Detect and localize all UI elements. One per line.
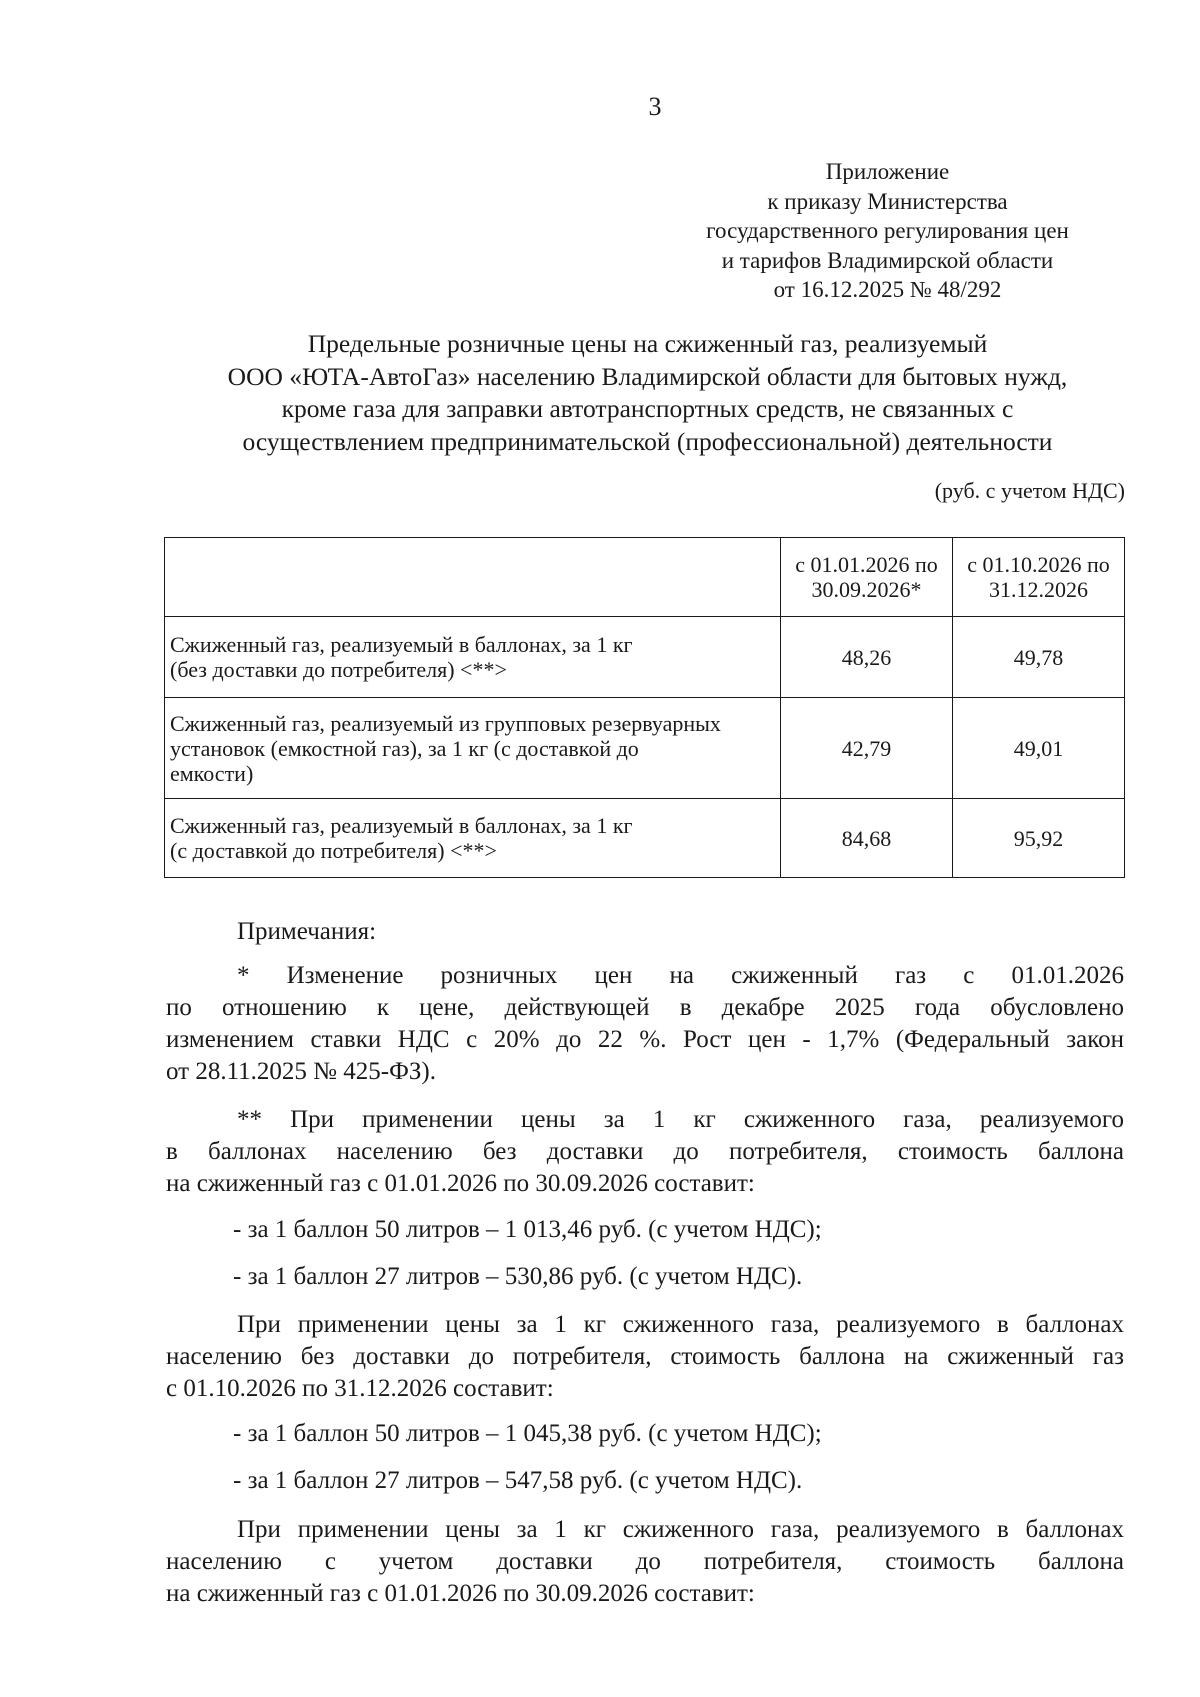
- product-name-line: (без доставки до потребителя) <**>: [170, 657, 507, 682]
- price-cell: 95,92: [953, 799, 1125, 878]
- appendix-line: к приказу Министерства: [767, 188, 1008, 214]
- note-line: При применении цены за 1 кг сжиженного газа, реализуемого в баллонах: [237, 1516, 1124, 1543]
- page-number: 3: [648, 92, 662, 121]
- note-line: ** При применении цены за 1 кг сжиженного газа, реализуемого: [237, 1106, 1124, 1133]
- price-cell: 49,01: [953, 698, 1125, 799]
- note-line: на сжиженный газ с 01.01.2026 по 30.09.2026 составит:: [166, 1580, 755, 1607]
- product-name-line: емкости): [170, 760, 254, 786]
- product-name-line: установок (емкостной газ), за 1 кг (с доставкой до: [170, 735, 639, 761]
- title-line: ООО «ЮТА-АвтоГаз» населению Владимирской области для бытовых нужд,: [227, 361, 1068, 391]
- price-cell: 84,68: [781, 799, 953, 878]
- note-line: населению без доставки до потребителя, стоимость баллона на сжиженный газ: [166, 1343, 1124, 1370]
- product-name-line: Сжиженный газ, реализуемый в баллонах, за 1 кг: [170, 632, 633, 657]
- cylinder-price-item: - за 1 баллон 50 литров – 1 013,46 руб. (с учетом НДС);: [233, 1216, 822, 1243]
- header-text: с 01.01.2026 по: [795, 552, 938, 577]
- appendix-line: государственного регулирования цен: [706, 218, 1069, 243]
- header-text: с 01.10.2026 по: [967, 552, 1110, 577]
- note-line: с 01.10.2026 по 31.12.2026 составит:: [166, 1375, 554, 1402]
- note-3: [166, 1309, 1124, 1405]
- title-line: Предельные розничные цены на сжиженный газ, реализуемый: [307, 329, 988, 358]
- product-name-cell: [165, 698, 781, 799]
- note-line: изменением ставки НДС с 20% до 22 %. Рост цен - 1,7% (Федеральный закон: [166, 1026, 1124, 1053]
- note-line: в баллонах населению без доставки до потребителя, стоимость баллона: [166, 1138, 1124, 1165]
- unit-note: (руб. с учетом НДС): [934, 478, 1125, 503]
- product-name-line: (с доставкой до потребителя) <**>: [170, 838, 497, 863]
- product-name-line: Сжиженный газ, реализуемый из групповых резервуарных: [170, 710, 721, 736]
- header-text: 31.12.2026: [989, 577, 1088, 602]
- note-line: * Изменение розничных цен на сжиженный газ с 01.01.2026: [237, 962, 1124, 989]
- header-cell-period-2: [953, 538, 1125, 617]
- note-line: на сжиженный газ с 01.01.2026 по 30.09.2026 составит:: [166, 1170, 755, 1197]
- title-line: кроме газа для заправки автотранспортных средств, не связанных с: [281, 394, 1014, 423]
- note-line: населению с учетом доставки до потребителя, стоимость баллона: [166, 1548, 1124, 1575]
- appendix-line: от 16.12.2025 № 48/292: [773, 277, 1002, 302]
- note-line: от 28.11.2025 № 425-ФЗ).: [166, 1058, 436, 1085]
- note-1: [166, 960, 1124, 1088]
- note-line: При применении цены за 1 кг сжиженного газа, реализуемого в баллонах: [237, 1311, 1124, 1338]
- notes-heading: Примечания:: [237, 918, 377, 945]
- price-cell: 42,79: [781, 698, 953, 799]
- appendix-line: и тарифов Владимирской области: [721, 247, 1054, 273]
- document-title: [170, 328, 1125, 458]
- note-2: [166, 1104, 1124, 1200]
- header-cell-period-1: [781, 538, 953, 617]
- product-name-cell: [165, 799, 781, 878]
- title-line: осуществлением предпринимательской (профессиональной) деятельности: [242, 426, 1053, 456]
- table-row: [165, 698, 1125, 799]
- product-name-line: Сжиженный газ, реализуемый в баллонах, за 1 кг: [170, 813, 633, 838]
- price-cell: 49,78: [953, 617, 1125, 698]
- cylinder-price-item: - за 1 баллон 50 литров – 1 045,38 руб. (с учетом НДС);: [233, 1420, 822, 1447]
- note-4: [166, 1514, 1124, 1610]
- cylinder-price-item: - за 1 баллон 27 литров – 530,86 руб. (с учетом НДС).: [233, 1263, 803, 1290]
- table-header-row: [165, 538, 1125, 617]
- note-line: по отношению к цене, действующей в декабре 2025 года обусловлено: [166, 994, 1124, 1021]
- cylinder-price-item: - за 1 баллон 27 литров – 547,58 руб. (с учетом НДС).: [233, 1467, 803, 1494]
- price-cell: 48,26: [781, 617, 953, 698]
- header-text: 30.09.2026*: [811, 577, 922, 602]
- table-row: [165, 617, 1125, 698]
- product-name-cell: [165, 617, 781, 698]
- table-row: [165, 799, 1125, 878]
- appendix-line: Приложение: [825, 159, 950, 184]
- appendix-block: [660, 157, 1115, 305]
- price-table: [164, 537, 1125, 878]
- header-cell-empty: [165, 538, 781, 617]
